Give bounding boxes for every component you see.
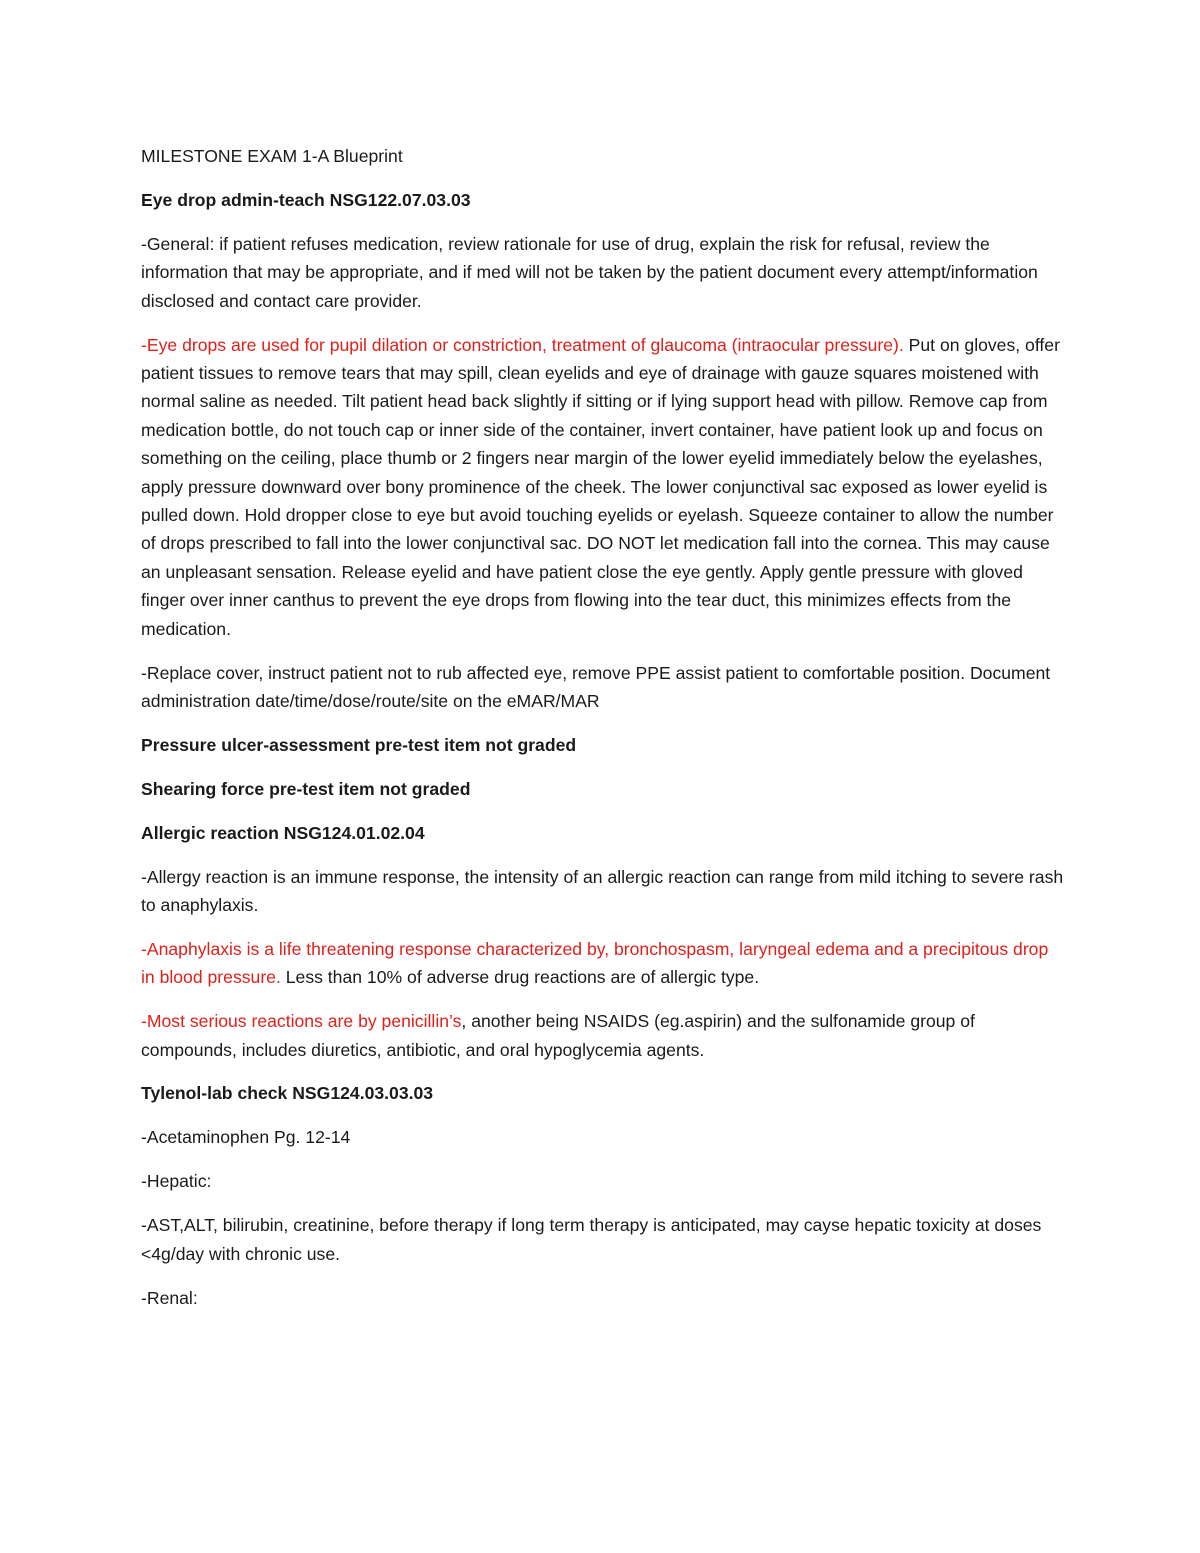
anaphylaxis-paragraph bbox=[141, 935, 1066, 992]
shearing-force-heading: Shearing force pre-test item not graded bbox=[141, 778, 471, 799]
acetaminophen-reference: -Acetaminophen Pg. 12-14 bbox=[141, 1127, 351, 1148]
eye-drop-replace-paragraph: -Replace cover, instruct patient not to rub affected eye, remove PPE assist patient to comfortable position. Document administration date/time/dose/route/site on the eMAR/MAR bbox=[141, 662, 1051, 711]
anaphylaxis-highlight: -Anaphylaxis is a life threatening response characterized by, bronchospasm, laryngeal edema and a precipitous drop in blood pressure. bbox=[141, 938, 1049, 988]
serious-reactions-paragraph bbox=[141, 1007, 1066, 1064]
anaphylaxis-rest-text: Less than 10% of adverse drug reactions are of allergic type. bbox=[280, 967, 760, 988]
hepatic-labs-paragraph: -AST,ALT, bilirubin, creatinine, before therapy if long term therapy is anticipated, may cayse hepatic toxicity at doses <4g/day with chronic use. bbox=[141, 1215, 1042, 1264]
hepatic-label: -Hepatic: bbox=[141, 1171, 212, 1192]
allergy-definition-paragraph: -Allergy reaction is an immune response, the intensity of an allergic reaction can range from mild itching to severe rash to anaphylaxis. bbox=[141, 866, 1064, 915]
eye-drop-heading: Eye drop admin-teach NSG122.07.03.03 bbox=[141, 189, 471, 210]
pressure-ulcer-heading: Pressure ulcer-assessment pre-test item not graded bbox=[141, 734, 577, 755]
eye-drop-procedure-text: Put on gloves, offer patient tissues to remove tears that may spill, clean eyelids and eye of drainage with gauze squares moistened with normal saline as needed. Tilt patient head back slightly if sitting or if lying support head with pillow. Remove cap from medication bottle, do not touch cap or inner side of the container, invert container, have patient look up and focus on something on the ceiling, place thumb or 2 fingers near margin of the lower eyelid immediately below the eyelashes, apply pressure downward over bony prominence of the cheek. The lower conjunctival sac exposed as lower eyelid is pulled down. Hold dropper close to eye but avoid touching eyelids or eyelash. Squeeze container to allow the number of drops prescribed to fall into the lower conjunctival sac. DO NOT let medication fall into the cornea. This may cause an unpleasant sensation. Release eyelid and have patient close the eye gently. Apply gentle pressure with gloved finger over inner canthus to prevent the eye drops from flowing into the tear duct, this minimizes effects from the medication. bbox=[141, 334, 1060, 639]
eye-drop-general-paragraph: -General: if patient refuses medication, review rationale for use of drug, explain the risk for refusal, review the information that may be appropriate, and if med will not be taken by the patient document every attempt/information disclosed and contact care provider. bbox=[141, 233, 1038, 311]
renal-label: -Renal: bbox=[141, 1287, 198, 1308]
document-title: MILESTONE EXAM 1-A Blueprint bbox=[141, 146, 403, 166]
serious-reactions-highlight: -Most serious reactions are by penicillin’s bbox=[141, 1011, 462, 1032]
eye-drop-procedure-paragraph bbox=[141, 331, 1066, 643]
allergic-reaction-heading: Allergic reaction NSG124.01.02.04 bbox=[141, 822, 425, 843]
eye-drop-uses-highlight: -Eye drops are used for pupil dilation or constriction, treatment of glaucoma (intraocular pressure). bbox=[141, 334, 904, 355]
serious-reactions-rest-text: , another being NSAIDS (eg.aspirin) and the sulfonamide group of compounds, includes diuretics, antibiotic, and oral hypoglycemia agents. bbox=[141, 1011, 975, 1060]
tylenol-heading: Tylenol-lab check NSG124.03.03.03 bbox=[141, 1083, 434, 1104]
document-body bbox=[141, 142, 1066, 1327]
